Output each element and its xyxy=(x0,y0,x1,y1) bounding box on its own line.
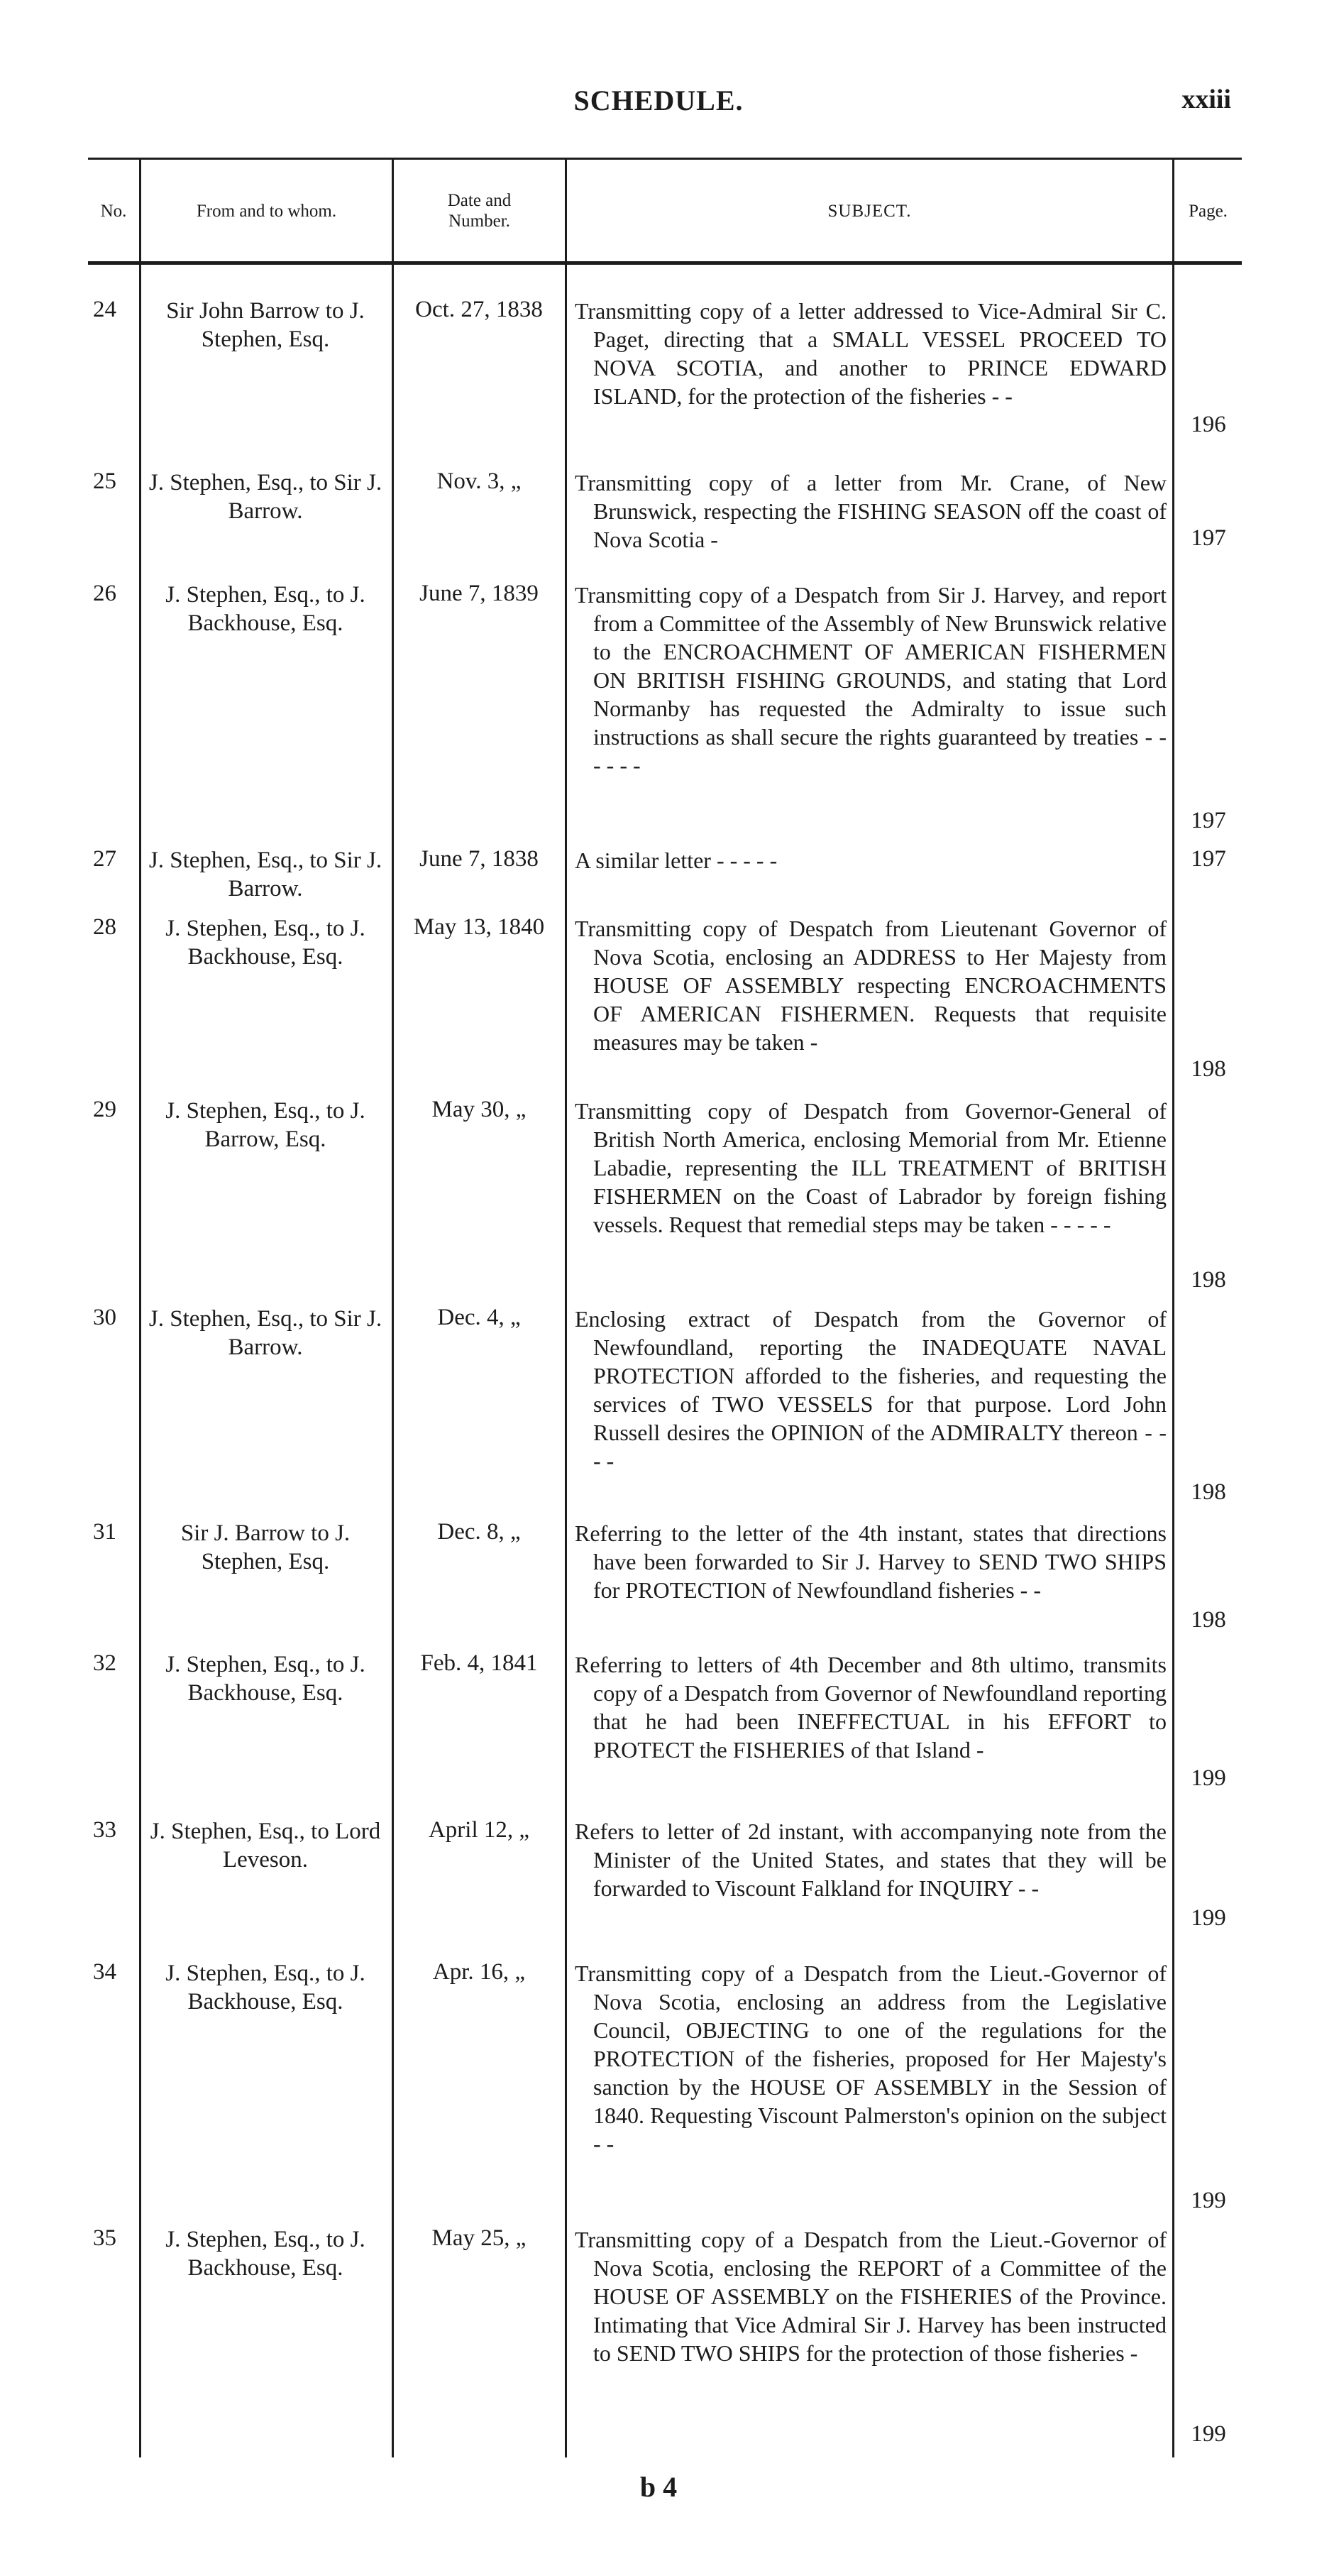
column-header-page: Page. xyxy=(1189,201,1228,221)
row-date: Apr. 16, „ xyxy=(432,1959,526,1985)
row-date: June 7, 1838 xyxy=(419,846,539,872)
row-from: J. Stephen, Esq., to J. Backhouse, Esq. xyxy=(165,1652,365,1706)
page-number: xxiii xyxy=(1181,84,1231,114)
row-number: 32 xyxy=(93,1650,116,1676)
row-date: Dec. 4, „ xyxy=(437,1305,521,1330)
row-page: 198 xyxy=(1191,1267,1226,1293)
row-number: 30 xyxy=(93,1305,116,1330)
row-date: Feb. 4, 1841 xyxy=(420,1650,538,1676)
page-title: SCHEDULE. xyxy=(573,84,744,116)
row-number: 25 xyxy=(93,468,116,494)
row-number: 31 xyxy=(93,1519,116,1545)
row-subject: Enclosing extract of Despatch from the Governor of Newfoundland, reporting the INADEQUATE NAVAL PROTECTION afforded to the fisheries, and requesting the services of TWO VESSELS for that purpose. Lord John Russell desires the OPINION of the ADMIRALTY thereon - - - - xyxy=(575,1306,1167,1474)
row-number: 34 xyxy=(93,1959,116,1985)
column-header-subject: SUBJECT. xyxy=(827,201,912,221)
row-subject: Transmitting copy of a letter addressed to Vice-Admiral Sir C. Paget, directing that a SMALL VESSEL PROCEED TO NOVA SCOTIA, and another to PRINCE EDWARD ISLAND, for the protection of the fisheries - - xyxy=(575,298,1167,409)
row-from: J. Stephen, Esq., to Lord Leveson. xyxy=(150,1819,381,1873)
row-page: 199 xyxy=(1191,2188,1226,2213)
row-page: 198 xyxy=(1191,1056,1226,1082)
row-subject: Transmitting copy of Despatch from Lieutenant Governor of Nova Scotia, enclosing an ADDRESS to Her Majesty from HOUSE OF ASSEMBLY respecting ENCROACHMENTS OF AMERICAN FISHERMEN. Requests that requisite measures may be taken - xyxy=(575,916,1167,1055)
row-from: J. Stephen, Esq., to J. Barrow, Esq. xyxy=(165,1098,365,1152)
row-subject: Referring to letters of 4th December and 8th ultimo, transmits copy of a Despatch from Governor of Newfoundland reporting that he had been INEFFECTUAL in his EFFORT to PROTECT the FISHERIES of that Island - xyxy=(575,1652,1167,1763)
row-subject: Transmitting copy of a Despatch from Sir J. Harvey, and report from a Committee of the Assembly of New Brunswick relative to the ENCROACHMENT OF AMERICAN FISHERMEN ON BRITISH FISHING GROUNDS, and stating that Lord Normanby has requested the Admiralty to issue such instructions as shall secure the rights guaranteed by treaties - - - - - - xyxy=(575,582,1167,778)
row-from: J. Stephen, Esq., to J. Backhouse, Esq. xyxy=(165,916,365,970)
row-number: 33 xyxy=(93,1817,116,1843)
row-date: June 7, 1839 xyxy=(419,581,539,606)
row-number: 28 xyxy=(93,914,116,940)
row-page: 198 xyxy=(1191,1479,1226,1505)
row-page: 199 xyxy=(1191,1765,1226,1791)
header-bottom-rule xyxy=(88,261,1242,265)
row-date: May 13, 1840 xyxy=(413,914,545,940)
row-from: J. Stephen, Esq., to J. Backhouse, Esq. xyxy=(165,1961,365,2015)
row-subject: Transmitting copy of a Despatch from the Lieut.-Governor of Nova Scotia, enclosing the REPORT of a Committee of the HOUSE OF ASSEMBLY on the FISHERIES of the Province. Intimating that Vice Admiral Sir J. Harvey has been instructed to SEND TWO SHIPS for the protection of those fisheries - xyxy=(575,2227,1167,2366)
row-from: Sir John Barrow to J. Stephen, Esq. xyxy=(166,298,365,352)
row-number: 27 xyxy=(93,846,116,872)
row-from: J. Stephen, Esq., to J. Backhouse, Esq. xyxy=(165,582,365,636)
row-subject: Referring to the letter of the 4th instant, states that directions have been forwarded to Sir J. Harvey to SEND TWO SHIPS for PROTECTION of Newfoundland fisheries - - xyxy=(575,1520,1167,1603)
row-from: Sir J. Barrow to J. Stephen, Esq. xyxy=(180,1520,351,1574)
row-from: J. Stephen, Esq., to Sir J. Barrow. xyxy=(148,470,382,524)
row-date: Nov. 3, „ xyxy=(436,468,522,494)
row-date: May 30, „ xyxy=(431,1097,527,1122)
row-number: 26 xyxy=(93,581,116,606)
table-top-rule xyxy=(88,158,1242,160)
row-date: April 12, „ xyxy=(428,1817,530,1843)
column-divider xyxy=(139,158,141,2457)
row-number: 35 xyxy=(93,2225,116,2251)
row-from: J. Stephen, Esq., to J. Backhouse, Esq. xyxy=(165,2227,365,2281)
row-from: J. Stephen, Esq., to Sir J. Barrow. xyxy=(148,848,382,901)
row-subject: Refers to letter of 2d instant, with accompanying note from the Minister of the United States, and states that they will be forwarded to Viscount Falkland for INQUIRY - - xyxy=(575,1819,1167,1901)
row-subject: Transmitting copy of a Despatch from the Lieut.-Governor of Nova Scotia, enclosing an address from the Legislative Council, OBJECTING to one of the regulations for the PROTECTION of the fisheries, proposed for Her Majesty's sanction by the HOUSE OF ASSEMBLY in the Session of 1840. Requesting Viscount Palmerston's opinion on the subject - - xyxy=(575,1961,1167,2156)
row-page: 199 xyxy=(1191,2421,1226,2447)
row-page: 196 xyxy=(1191,412,1226,437)
row-subject: A similar letter - - - - - xyxy=(575,848,778,873)
row-page: 197 xyxy=(1191,846,1226,872)
row-number: 29 xyxy=(93,1097,116,1122)
row-subject: Transmitting copy of Despatch from Governor-General of British North America, enclosing Memorial from Mr. Etienne Labadie, representing the ILL TREATMENT of BRITISH FISHERMEN on the Coast of Labrador by foreign fishing vessels. Request that remedial steps may be taken - - - - - xyxy=(575,1098,1167,1237)
column-header-no: No. xyxy=(100,201,127,221)
column-divider xyxy=(565,158,567,2457)
row-page: 197 xyxy=(1191,808,1226,833)
row-page: 197 xyxy=(1191,525,1226,551)
row-number: 24 xyxy=(93,297,116,322)
row-page: 199 xyxy=(1191,1905,1226,1931)
row-from: J. Stephen, Esq., to Sir J. Barrow. xyxy=(148,1306,382,1360)
column-divider xyxy=(1172,158,1174,2457)
row-date: May 25, „ xyxy=(431,2225,527,2251)
row-date: Oct. 27, 1838 xyxy=(415,297,543,322)
row-page: 198 xyxy=(1191,1607,1226,1633)
row-subject: Transmitting copy of a letter from Mr. Crane, of New Brunswick, respecting the FISHING SEASON off the coast of Nova Scotia - xyxy=(575,470,1167,552)
row-date: Dec. 8, „ xyxy=(437,1519,521,1545)
column-header-date: Date and Number. xyxy=(447,191,512,231)
column-header-from: From and to whom. xyxy=(196,201,337,221)
signature-mark: b 4 xyxy=(639,2471,678,2503)
